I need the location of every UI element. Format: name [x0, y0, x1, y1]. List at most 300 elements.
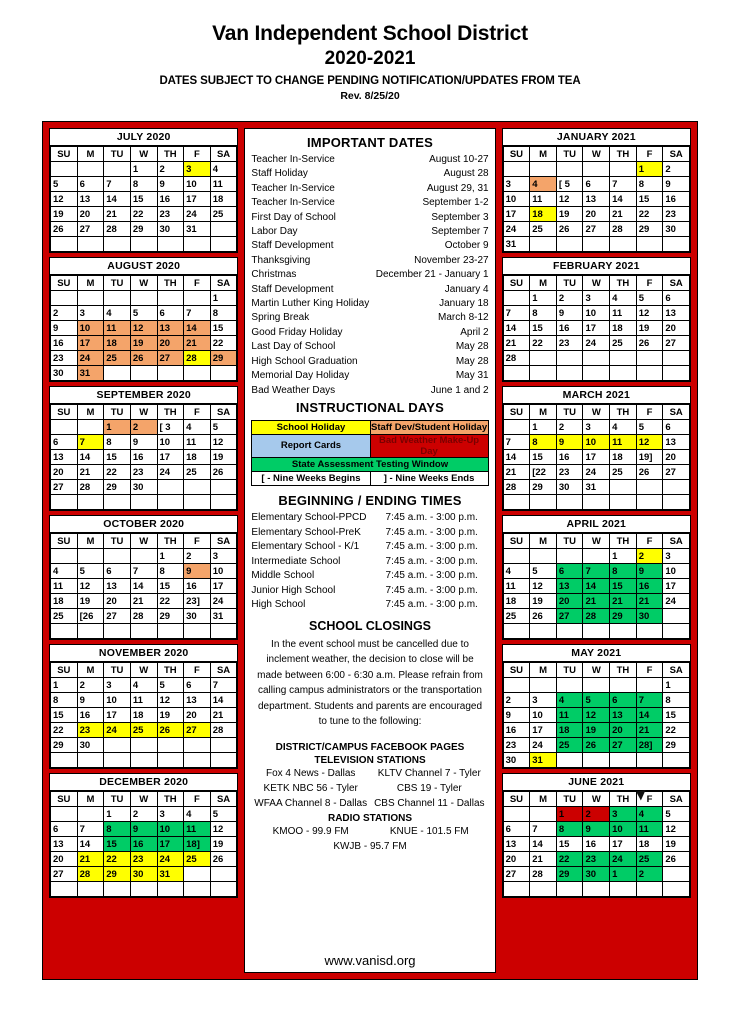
day-cell: 22 — [556, 852, 583, 867]
day-cell: 7 — [210, 678, 237, 693]
important-date-value: December 21 - January 1 — [375, 269, 489, 281]
day-cell: 29 — [51, 738, 78, 753]
subject-to-change-note: DATES SUBJECT TO CHANGE PENDING NOTIFICATION/UPDATES FROM TEA — [159, 74, 581, 87]
day-cell: 27 — [104, 609, 131, 624]
day-cell: 31 — [77, 366, 104, 381]
week-row — [503, 549, 689, 564]
important-date-value: January 18 — [439, 298, 489, 310]
day-cell: 17 — [77, 336, 104, 351]
instructional-days-title: INSTRUCTIONAL DAYS — [295, 399, 445, 415]
day-cell: 5 — [51, 177, 78, 192]
day-cell: 25 — [636, 852, 663, 867]
day-cell: 16 — [77, 708, 104, 723]
weekday-header: TU — [556, 663, 583, 678]
weekday-header-row — [503, 147, 689, 162]
weekday-header: F — [184, 147, 211, 162]
day-cell: [22 — [530, 465, 557, 480]
legend-nine-weeks-begins: [ - Nine Weeks Begins — [252, 471, 370, 485]
weekday-header: M — [530, 405, 557, 420]
week-row — [51, 738, 237, 753]
day-cell: 21 — [610, 207, 637, 222]
month-title: OCTOBER 2020 — [50, 516, 237, 533]
weekday-header: F — [184, 276, 211, 291]
day-cell: 19 — [210, 450, 237, 465]
weekday-header: SA — [210, 534, 237, 549]
weekday-header-row — [51, 147, 237, 162]
day-cell: 22 — [104, 465, 131, 480]
day-cell: 3 — [583, 291, 610, 306]
empty-cell — [51, 807, 78, 822]
day-cell: 17 — [583, 450, 610, 465]
empty-cell — [77, 291, 104, 306]
empty-cell — [184, 480, 211, 495]
week-row — [51, 579, 237, 594]
empty-cell — [130, 291, 157, 306]
day-cell: 20 — [51, 465, 78, 480]
empty-cell — [104, 624, 131, 639]
empty-cell — [610, 882, 637, 897]
day-cell: 1 — [556, 807, 583, 822]
day-cell: 20 — [663, 321, 690, 336]
day-cell: 11 — [636, 822, 663, 837]
week-row — [51, 177, 237, 192]
legend-bad-weather: Bad Weather Make-Up Day — [370, 434, 488, 457]
day-cell: 4 — [51, 564, 78, 579]
weekday-header: SU — [51, 792, 78, 807]
weekday-header: W — [583, 792, 610, 807]
day-cell: 27 — [610, 738, 637, 753]
week-row — [503, 366, 689, 381]
day-cell: 15 — [636, 192, 663, 207]
weekday-header: TH — [157, 792, 184, 807]
empty-cell — [210, 867, 237, 882]
day-cell: 15 — [104, 450, 131, 465]
week-row — [503, 495, 689, 510]
times-list — [251, 511, 488, 613]
week-row — [503, 693, 689, 708]
day-cell: 26 — [157, 723, 184, 738]
empty-cell — [636, 351, 663, 366]
weekday-header: SA — [210, 147, 237, 162]
weekday-header: SA — [663, 276, 690, 291]
day-cell: 3 — [77, 306, 104, 321]
day-cell: [ 3 — [157, 420, 184, 435]
day-cell: 28 — [210, 723, 237, 738]
empty-cell — [663, 480, 690, 495]
day-cell: 30 — [130, 867, 157, 882]
empty-cell — [636, 678, 663, 693]
day-cell: 24 — [210, 594, 237, 609]
weekday-header: SA — [663, 405, 690, 420]
weekday-header: F — [636, 276, 663, 291]
day-cell: 3 — [663, 549, 690, 564]
school-time-value: 7:45 a.m. - 3:00 p.m. — [385, 570, 478, 582]
empty-cell — [556, 162, 583, 177]
month-title: MAY 2021 — [503, 645, 690, 662]
day-cell: 4 — [610, 291, 637, 306]
day-cell: 22 — [157, 594, 184, 609]
day-cell: 19 — [530, 594, 557, 609]
day-cell: 8 — [130, 177, 157, 192]
day-cell: 23 — [77, 723, 104, 738]
day-cell: 15 — [530, 450, 557, 465]
empty-cell — [556, 237, 583, 252]
weekday-header-row — [51, 534, 237, 549]
day-cell: 26 — [210, 852, 237, 867]
day-cell: 11 — [610, 306, 637, 321]
day-cell: 20 — [663, 450, 690, 465]
empty-cell — [556, 549, 583, 564]
day-cell: 12 — [663, 822, 690, 837]
day-cell: 2 — [130, 807, 157, 822]
empty-cell — [503, 291, 530, 306]
school-time-row — [251, 584, 488, 599]
empty-cell — [610, 480, 637, 495]
day-cell: 12 — [556, 192, 583, 207]
day-cell: 5 — [636, 291, 663, 306]
day-cell: 14 — [530, 837, 557, 852]
school-time-value: 7:45 a.m. - 3:00 p.m. — [385, 526, 478, 538]
day-cell: 26 — [636, 465, 663, 480]
day-cell: 1 — [530, 291, 557, 306]
week-row — [503, 351, 689, 366]
day-cell: 2 — [503, 693, 530, 708]
day-cell: 6 — [157, 306, 184, 321]
important-date-row — [251, 239, 488, 253]
important-date-row — [251, 283, 488, 297]
day-cell: 19 — [583, 723, 610, 738]
month-grid — [50, 146, 237, 252]
day-cell: 3 — [503, 177, 530, 192]
week-row — [503, 867, 689, 882]
school-time-value: 7:45 a.m. - 3:00 p.m. — [385, 599, 478, 611]
day-cell: 27 — [157, 351, 184, 366]
empty-cell — [663, 366, 690, 381]
important-date-row — [251, 254, 488, 268]
day-cell: 14 — [583, 579, 610, 594]
revision-date: Rev. 8/25/20 — [340, 89, 400, 102]
day-cell: 18 — [503, 594, 530, 609]
day-cell: 22 — [663, 723, 690, 738]
empty-cell — [130, 237, 157, 252]
weekday-header-row — [51, 663, 237, 678]
day-cell: 14 — [184, 321, 211, 336]
important-date-value: April 2 — [460, 326, 489, 338]
week-row — [503, 420, 689, 435]
day-cell: 21 — [503, 336, 530, 351]
day-cell: 8 — [104, 435, 131, 450]
weekday-header-row — [51, 792, 237, 807]
day-cell: 13 — [184, 693, 211, 708]
weekday-header: W — [130, 147, 157, 162]
empty-cell — [503, 678, 530, 693]
day-cell: 19 — [77, 594, 104, 609]
school-time-value: 7:45 a.m. - 3:00 p.m. — [385, 555, 478, 567]
empty-cell — [610, 753, 637, 768]
day-cell: 17 — [610, 837, 637, 852]
day-cell: 16 — [130, 837, 157, 852]
week-row — [503, 753, 689, 768]
empty-cell — [636, 753, 663, 768]
day-cell: 19 — [663, 837, 690, 852]
month-grid — [503, 404, 690, 510]
month-grid — [50, 533, 237, 639]
tv-station-row — [251, 766, 488, 781]
week-row — [51, 435, 237, 450]
weekday-header: SA — [210, 663, 237, 678]
empty-cell — [556, 753, 583, 768]
week-row — [503, 624, 689, 639]
day-cell: 22 — [51, 723, 78, 738]
day-cell: 17 — [184, 192, 211, 207]
week-row — [503, 678, 689, 693]
day-cell: 20 — [77, 207, 104, 222]
weekday-header: F — [184, 405, 211, 420]
day-cell: 12 — [130, 321, 157, 336]
day-cell: 9 — [556, 435, 583, 450]
month-calendar — [49, 128, 238, 253]
day-cell: 29 — [157, 609, 184, 624]
empty-cell — [583, 882, 610, 897]
school-time-label: Elementary School-PreK — [251, 526, 361, 538]
week-row — [51, 465, 237, 480]
day-cell: 13 — [51, 837, 78, 852]
day-cell: 13 — [663, 435, 690, 450]
month-title: AUGUST 2020 — [50, 258, 237, 275]
week-row — [51, 822, 237, 837]
day-cell: 31 — [530, 753, 557, 768]
month-title: DECEMBER 2020 — [50, 774, 237, 791]
weekday-header: TH — [157, 534, 184, 549]
day-cell: 13 — [51, 450, 78, 465]
day-cell: 21 — [77, 465, 104, 480]
radio-station-left: KMOO - 99.9 FM — [272, 825, 349, 837]
day-cell: [26 — [77, 609, 104, 624]
week-row — [51, 480, 237, 495]
empty-cell — [556, 678, 583, 693]
empty-cell — [610, 366, 637, 381]
empty-cell — [610, 624, 637, 639]
important-dates-title: IMPORTANT DATES — [307, 135, 434, 150]
day-cell: 8 — [104, 822, 131, 837]
empty-cell — [210, 222, 237, 237]
day-cell: 25 — [503, 609, 530, 624]
day-cell: 24 — [157, 465, 184, 480]
important-date-value: November 23-27 — [414, 254, 489, 266]
day-cell: 6 — [51, 822, 78, 837]
day-cell: 26 — [556, 222, 583, 237]
day-cell: 4 — [636, 807, 663, 822]
empty-cell — [184, 753, 211, 768]
empty-cell — [184, 624, 211, 639]
day-cell: 13 — [583, 192, 610, 207]
day-cell: 1 — [530, 420, 557, 435]
month-title: SEPTEMBER 2020 — [50, 387, 237, 404]
day-cell: 21 — [636, 594, 663, 609]
empty-cell — [610, 351, 637, 366]
legend-staff-dev: Staff Dev/Student Holiday — [370, 421, 488, 433]
day-cell: 6 — [663, 420, 690, 435]
tv-stations-list — [251, 766, 488, 811]
day-cell: 19 — [51, 207, 78, 222]
day-cell: 9 — [636, 564, 663, 579]
day-cell: 29 — [610, 609, 637, 624]
day-cell: 1 — [663, 678, 690, 693]
empty-cell — [104, 162, 131, 177]
day-cell: 29 — [663, 738, 690, 753]
day-cell: 23 — [51, 351, 78, 366]
day-cell: 10 — [663, 564, 690, 579]
empty-cell — [663, 882, 690, 897]
weekday-header: TU — [104, 534, 131, 549]
day-cell: 24 — [610, 852, 637, 867]
weekday-header: TU — [104, 792, 131, 807]
empty-cell — [184, 291, 211, 306]
day-cell: 26 — [530, 609, 557, 624]
weekday-header: W — [130, 276, 157, 291]
page-header — [0, 0, 740, 102]
week-row — [51, 192, 237, 207]
day-cell: 25 — [530, 222, 557, 237]
day-cell: 27 — [51, 867, 78, 882]
empty-cell — [610, 678, 637, 693]
day-cell: 28 — [77, 480, 104, 495]
important-date-row — [251, 211, 488, 225]
day-cell: 20 — [51, 852, 78, 867]
weekday-header: TU — [556, 534, 583, 549]
week-row — [503, 207, 689, 222]
empty-cell — [51, 291, 78, 306]
day-cell: 25 — [556, 738, 583, 753]
day-cell: 3 — [104, 678, 131, 693]
week-row — [51, 609, 237, 624]
day-cell: 1 — [104, 807, 131, 822]
empty-cell — [130, 753, 157, 768]
day-cell: 7 — [184, 306, 211, 321]
week-row — [503, 321, 689, 336]
day-cell: 30 — [583, 867, 610, 882]
tv-station-right: CBS 19 - Tyler — [396, 782, 462, 794]
day-cell: 30 — [636, 609, 663, 624]
empty-cell — [636, 480, 663, 495]
day-cell: 16 — [556, 321, 583, 336]
empty-cell — [556, 882, 583, 897]
day-cell: 28 — [610, 222, 637, 237]
tv-station-left: Fox 4 News - Dallas — [265, 767, 356, 779]
weekday-header-row — [503, 276, 689, 291]
day-cell: 7 — [636, 693, 663, 708]
day-cell: 28 — [77, 867, 104, 882]
day-cell: 31 — [157, 867, 184, 882]
important-date-row — [251, 311, 488, 325]
weekday-header: SU — [51, 663, 78, 678]
day-cell: 22 — [530, 336, 557, 351]
radio-row — [251, 824, 488, 839]
day-cell: 14 — [610, 192, 637, 207]
day-cell: 17 — [503, 207, 530, 222]
day-cell: 6 — [51, 435, 78, 450]
weekday-header: TU — [556, 276, 583, 291]
day-cell: 14 — [77, 450, 104, 465]
day-cell: 24 — [663, 594, 690, 609]
day-cell: 21 — [104, 207, 131, 222]
day-cell: 26 — [663, 852, 690, 867]
day-cell: 6 — [610, 693, 637, 708]
day-cell: 5 — [210, 807, 237, 822]
day-cell: 10 — [210, 564, 237, 579]
week-row — [503, 579, 689, 594]
important-date-value: August 29, 31 — [426, 182, 489, 194]
day-cell: 13 — [556, 579, 583, 594]
week-row — [51, 366, 237, 381]
day-cell: 9 — [130, 435, 157, 450]
day-cell: 1 — [51, 678, 78, 693]
day-cell: 18 — [184, 450, 211, 465]
empty-cell — [184, 495, 211, 510]
day-cell: 19 — [157, 708, 184, 723]
district-website[interactable]: www.vanisd.org — [324, 953, 416, 968]
empty-cell — [530, 366, 557, 381]
empty-cell — [530, 549, 557, 564]
day-cell: 13 — [77, 192, 104, 207]
empty-cell — [51, 624, 78, 639]
empty-cell — [503, 162, 530, 177]
week-row — [503, 738, 689, 753]
empty-cell — [583, 366, 610, 381]
important-date-value: August 10-27 — [429, 154, 489, 165]
day-cell: 2 — [556, 420, 583, 435]
day-cell: 29 — [530, 480, 557, 495]
week-row — [503, 222, 689, 237]
day-cell: 9 — [51, 321, 78, 336]
empty-cell — [210, 624, 237, 639]
empty-cell — [77, 807, 104, 822]
important-date-row — [251, 153, 488, 167]
day-cell: 9 — [503, 708, 530, 723]
empty-cell — [530, 495, 557, 510]
day-cell: 10 — [157, 435, 184, 450]
day-cell: 2 — [184, 549, 211, 564]
school-time-label: Elementary School - K/1 — [251, 541, 360, 553]
week-row — [51, 753, 237, 768]
day-cell: 31 — [583, 480, 610, 495]
important-date-value: September 7 — [431, 226, 489, 238]
empty-cell — [157, 291, 184, 306]
day-cell: 6 — [503, 822, 530, 837]
day-cell: 4 — [503, 564, 530, 579]
weekday-header: TH — [610, 276, 637, 291]
day-cell: 12 — [210, 822, 237, 837]
day-cell: 4 — [556, 693, 583, 708]
day-cell: 16 — [184, 579, 211, 594]
week-row — [51, 306, 237, 321]
day-cell: 14 — [104, 192, 131, 207]
week-row — [51, 693, 237, 708]
empty-cell — [130, 366, 157, 381]
empty-cell — [104, 237, 131, 252]
day-cell: 9 — [663, 177, 690, 192]
important-date-value: May 31 — [455, 370, 489, 382]
day-cell: 1 — [157, 549, 184, 564]
day-cell: 24 — [77, 351, 104, 366]
important-date-label: Staff Development — [251, 283, 334, 295]
day-cell: 27 — [583, 222, 610, 237]
empty-cell — [583, 237, 610, 252]
radio-station-last: KWJB - 95.7 FM — [333, 840, 407, 852]
day-cell: 3 — [583, 420, 610, 435]
weekday-header: M — [77, 405, 104, 420]
empty-cell — [104, 882, 131, 897]
